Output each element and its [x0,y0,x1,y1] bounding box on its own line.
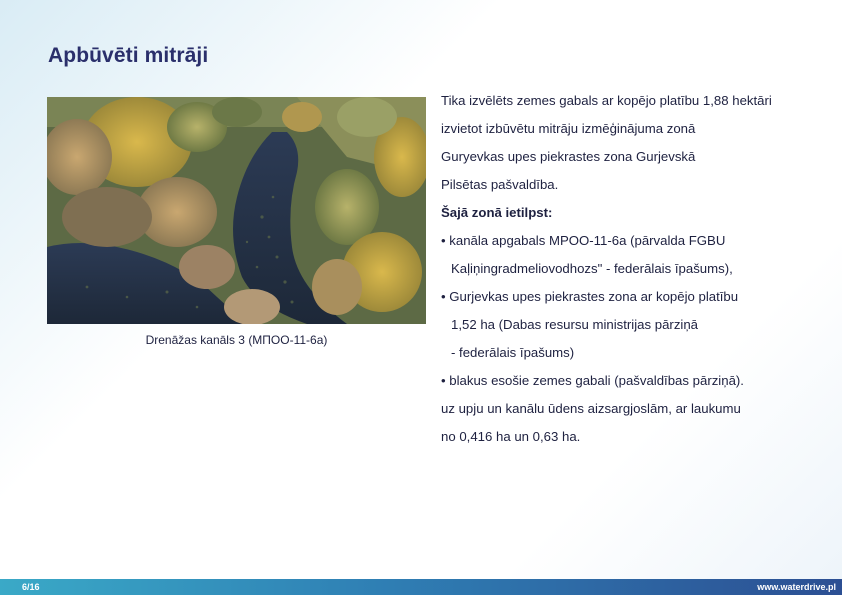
footer-bar [0,579,842,595]
body-line: • blakus esošie zemes gabali (pašvaldības pārziņā). [441,373,744,388]
body-line: Guryevkas upes piekrastes zona Gurjevskā [441,149,696,164]
body-line: • kanāla apgabals MPOO-11-6a (pārvalda FGBU [441,233,726,248]
body-text [441,90,821,454]
body-line: • Gurjevkas upes piekrastes zona ar kopējo platību [441,289,739,304]
page-number: 6/16 [22,582,40,592]
section-heading: Šajā zonā ietilpst: [441,205,553,220]
body-line: Pilsētas pašvaldība. [441,177,559,192]
photo-caption: Drenāžas kanāls 3 (МПОО-11-6а) [145,333,328,347]
body-line: Tika izvēlēts zemes gabals ar kopējo platību 1,88 hektāri [441,93,772,108]
aerial-photo-drainage-canal [47,97,426,324]
body-line: izvietot izbūvētu mitrāju izmēģinājuma zonā [441,121,696,136]
body-line: - federālais īpašums) [451,345,575,360]
body-line: no 0,416 ha un 0,63 ha. [441,429,581,444]
body-line: uz upju un kanālu ūdens aizsargjoslām, ar laukumu [441,401,741,416]
body-line: Kaļiņingradmeliovodhozs" - federālais īpašums), [451,261,733,276]
website-link[interactable]: www.waterdrive.pl [757,582,836,592]
body-line: 1,52 ha (Dabas resursu ministrijas pārziņā [451,317,699,332]
slide-title: Apbūvēti mitrāji [48,44,209,67]
